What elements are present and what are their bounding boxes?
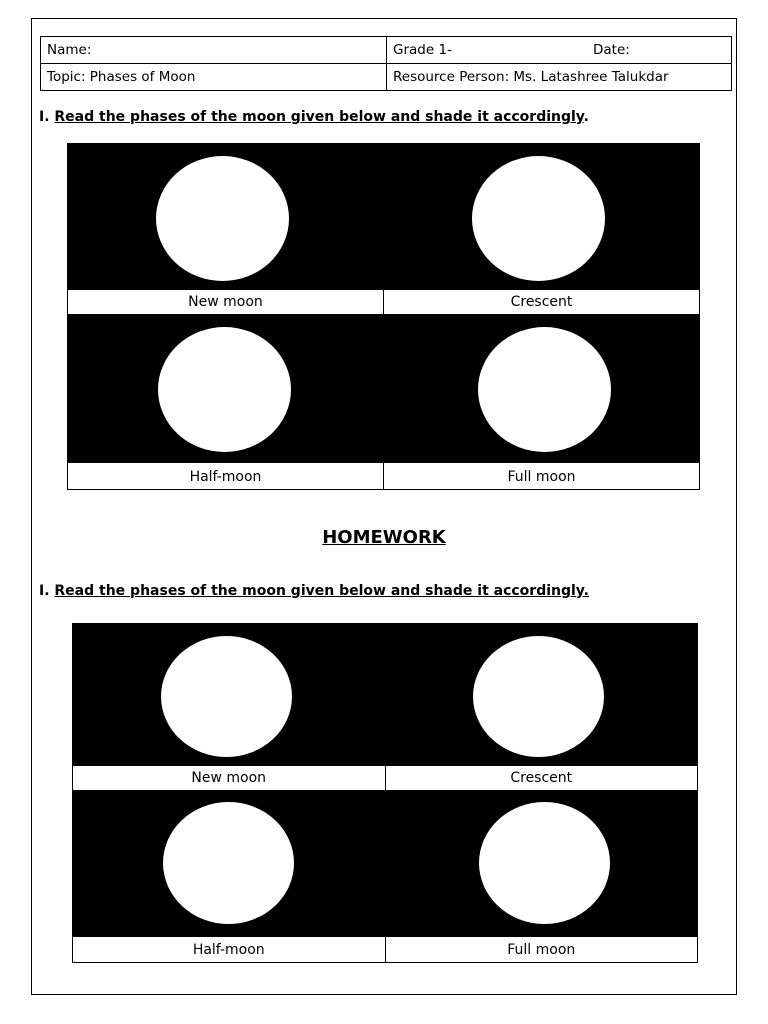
- classwork-instruction-text: Read the phases of the moon given below and shade it accordingly: [54, 109, 584, 125]
- homework-label-crescent: Crescent: [385, 765, 698, 790]
- classwork-instruction-number: I.: [39, 109, 55, 125]
- homework-label-full-moon: Full moon: [385, 936, 698, 963]
- classwork-label-full-moon: Full moon: [383, 462, 699, 490]
- homework-moon-half[interactable]: [163, 802, 294, 924]
- classwork-label-row-1: [68, 289, 699, 314]
- classwork-instruction-period: .: [583, 109, 589, 125]
- classwork-moon-row-1: [68, 144, 699, 314]
- classwork-label-row-2: [68, 462, 699, 490]
- topic-label: Topic: Phases of Moon: [47, 69, 196, 85]
- homework-moon-crescent[interactable]: [473, 636, 604, 757]
- classwork-moon-row-2: [68, 314, 699, 491]
- classwork-moon-half[interactable]: [158, 327, 291, 452]
- homework-moon-new[interactable]: [161, 636, 292, 757]
- homework-label-new-moon: New moon: [73, 765, 385, 790]
- date-label: Date:: [593, 42, 630, 58]
- resource-person-label: Resource Person: Ms. Latashree Talukdar: [393, 69, 669, 85]
- homework-moon-row-2: [73, 790, 697, 964]
- classwork-moon-new[interactable]: [156, 156, 289, 281]
- classwork-instruction: [39, 109, 589, 125]
- grade-label: Grade 1-: [393, 42, 452, 58]
- homework-moon-grid: [72, 623, 698, 963]
- topic-cell: [41, 64, 387, 91]
- name-field[interactable]: [41, 37, 387, 64]
- homework-label-half-moon: Half-moon: [73, 936, 385, 963]
- homework-label-row-2: [73, 936, 697, 963]
- classwork-label-half-moon: Half-moon: [68, 462, 383, 490]
- classwork-moon-full[interactable]: [478, 327, 611, 452]
- homework-moon-full[interactable]: [479, 802, 610, 924]
- homework-title: HOMEWORK: [322, 527, 446, 548]
- classwork-label-new-moon: New moon: [68, 289, 383, 314]
- classwork-label-crescent: Crescent: [383, 289, 699, 314]
- classwork-moon-grid: [67, 143, 700, 490]
- name-label: Name:: [47, 42, 92, 58]
- classwork-moon-crescent[interactable]: [472, 156, 605, 281]
- homework-instruction-number: I.: [39, 583, 55, 599]
- student-info-table: [40, 36, 732, 91]
- homework-instruction-text: Read the phases of the moon given below and shade it accordingly.: [54, 583, 589, 599]
- homework-instruction: [39, 583, 589, 599]
- homework-label-row-1: [73, 765, 697, 790]
- resource-person-cell: [387, 64, 732, 91]
- homework-moon-row-1: [73, 624, 697, 790]
- grade-date-cell: [387, 37, 732, 64]
